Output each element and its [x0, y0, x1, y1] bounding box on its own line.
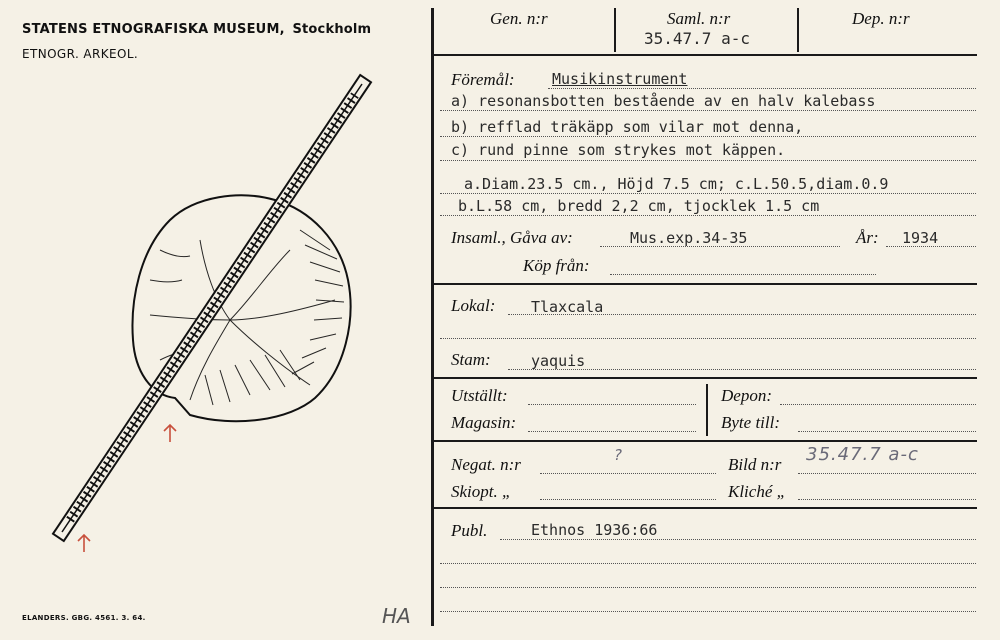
rule [431, 440, 977, 442]
publ-value: Ethnos 1936:66 [531, 521, 658, 539]
object-line-c: c) rund pinne som strykes mot käppen. [451, 141, 786, 159]
dotted-line [600, 246, 840, 247]
dotted-line [440, 110, 976, 111]
gen-label: Gen. n:r [490, 9, 548, 28]
lokal-value: Tlaxcala [531, 298, 604, 316]
measure-line-2: b.L.58 cm, bredd 2,2 cm, tjocklek 1.5 cm [458, 197, 820, 215]
object-name: Musikinstrument [552, 70, 688, 88]
measure-line-1: a.Diam.23.5 cm., Höjd 7.5 cm; c.L.50.5,diam.0.9 [464, 175, 889, 193]
dotted-line [440, 338, 976, 339]
divider [614, 8, 616, 52]
dotted-line [540, 473, 716, 474]
dotted-line [798, 499, 976, 500]
museum-header [22, 22, 371, 37]
object-label: Föremål: [451, 70, 515, 89]
museum-name: STATENS ETNOGRAFISKA MUSEUM, [22, 22, 285, 37]
skiopt-label: Skiopt. „ [451, 482, 512, 501]
form-left-border [431, 8, 434, 626]
dotted-line [440, 611, 976, 612]
dotted-line [440, 563, 976, 564]
year-label: År: [856, 228, 879, 247]
dotted-line [886, 246, 976, 247]
byte-label: Byte till: [721, 413, 781, 432]
stam-label: Stam: [451, 350, 491, 369]
rule [431, 283, 977, 285]
insaml-value: Mus.exp.34-35 [630, 229, 748, 247]
divider [797, 8, 799, 52]
dotted-line [440, 193, 976, 194]
depon-label: Depon: [721, 386, 772, 405]
rule [431, 377, 977, 379]
dotted-line [508, 314, 976, 315]
instrument-drawing [40, 60, 400, 560]
bild-value: 35.47.7 a-c [806, 444, 919, 465]
dotted-line [798, 431, 976, 432]
stam-value: yaquis [531, 352, 586, 370]
rasp-stick-drawing [62, 84, 362, 532]
dep-label: Dep. n:r [852, 9, 910, 28]
object-line-b: b) refflad träkäpp som vilar mot denna, [451, 118, 804, 136]
saml-value: 35.47.7 a-c [644, 29, 750, 48]
dotted-line [440, 215, 976, 216]
printer-imprint: ELANDERS. GBG. 4561. 3. 64. [22, 614, 146, 622]
dotted-line [548, 88, 976, 89]
dotted-line [508, 369, 976, 370]
dotted-line [610, 274, 876, 275]
rule [431, 54, 977, 56]
dotted-line [440, 160, 976, 161]
object-line-a: a) resonansbotten bestående av en halv kalebass [451, 92, 876, 110]
dotted-line [440, 587, 976, 588]
lokal-label: Lokal: [451, 296, 496, 315]
dotted-line [528, 404, 696, 405]
negat-value: ? [614, 446, 622, 464]
dotted-line [798, 473, 976, 474]
dotted-line [528, 431, 696, 432]
insaml-label: Insaml., Gåva av: [451, 228, 573, 247]
departments: ETNOGR. ARKEOL. [22, 47, 139, 61]
year-value: 1934 [902, 229, 939, 247]
rule [431, 507, 977, 509]
saml-label: Saml. n:r [667, 9, 731, 28]
dotted-line [500, 539, 976, 540]
initials: HA [382, 604, 411, 628]
kop-label: Köp från: [523, 256, 590, 275]
dotted-line [440, 136, 976, 137]
negat-label: Negat. n:r [451, 455, 521, 474]
dotted-line [540, 499, 716, 500]
publ-label: Publ. [451, 521, 488, 540]
museum-city: Stockholm [292, 22, 372, 37]
kliche-label: Kliché „ [728, 482, 787, 501]
divider [706, 384, 708, 436]
utstallt-label: Utställt: [451, 386, 508, 405]
dotted-line [780, 404, 976, 405]
bild-label: Bild n:r [728, 455, 782, 474]
magasin-label: Magasin: [451, 413, 517, 432]
